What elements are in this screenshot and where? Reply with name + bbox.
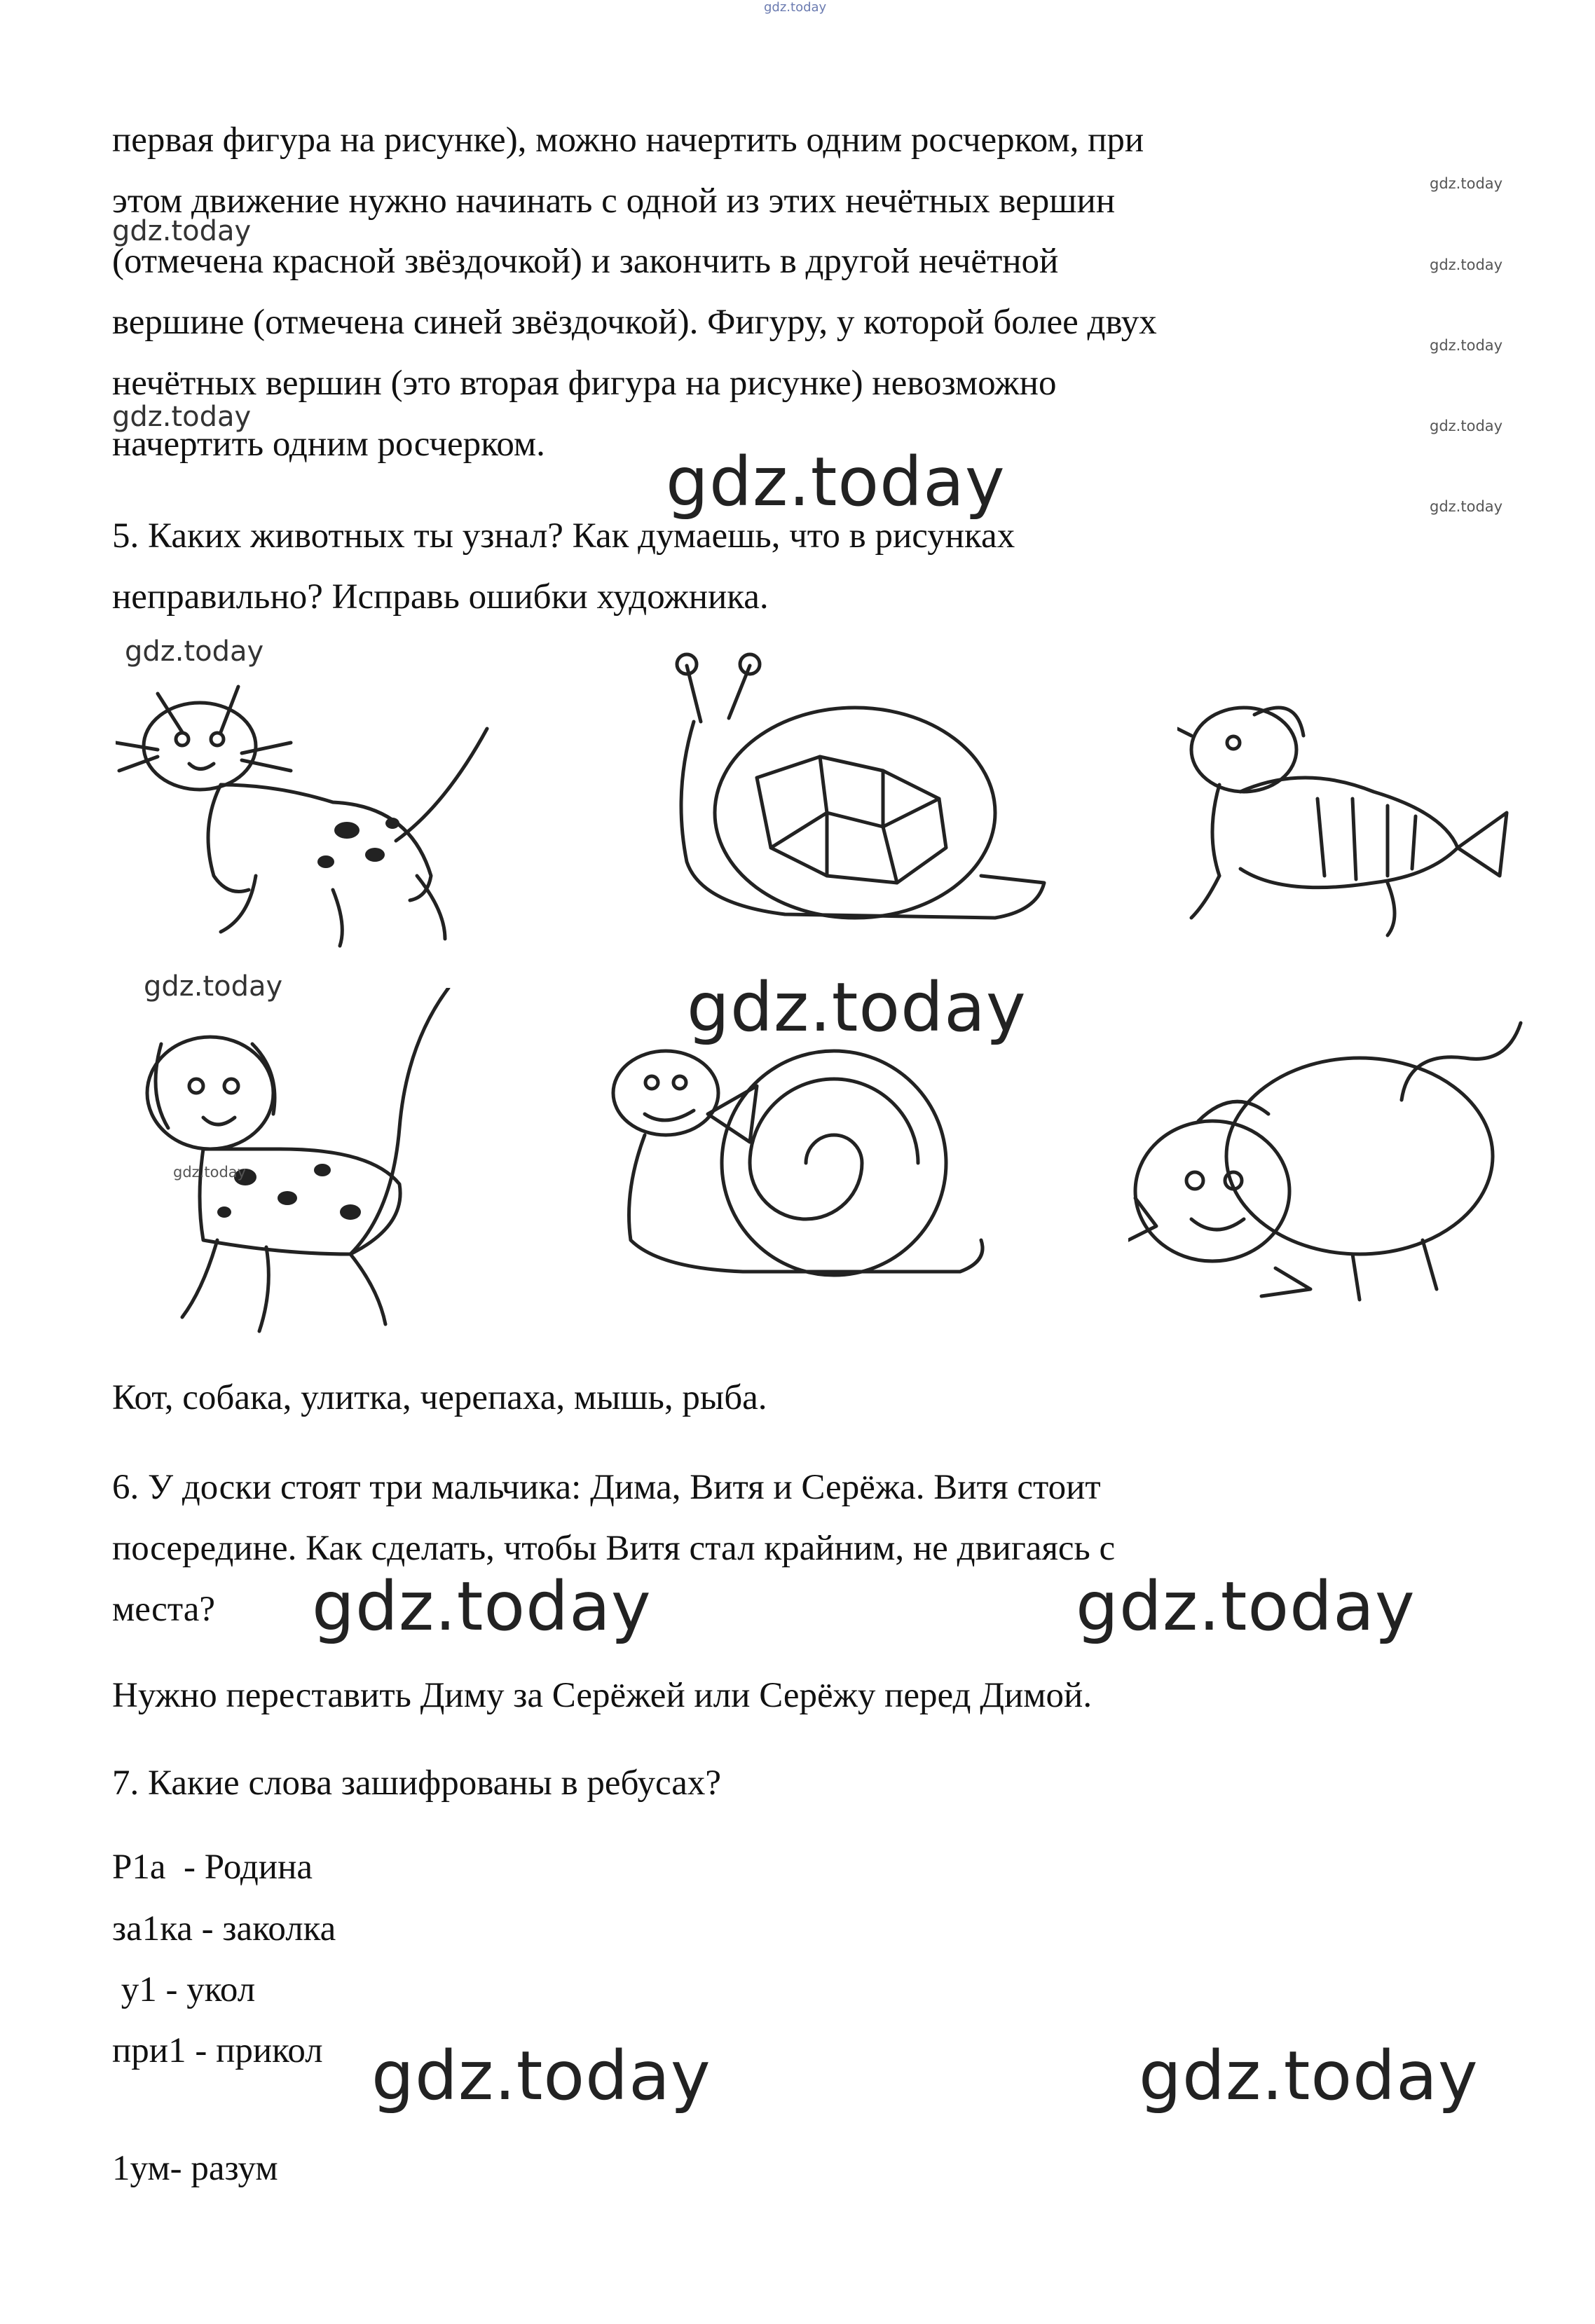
watermark: gdz.today <box>1139 2037 1479 2115</box>
q7-answer-2: за1ка - заколка <box>112 1909 336 1948</box>
q6-line-3: места? <box>112 1590 215 1629</box>
watermark: gdz.today <box>112 215 252 247</box>
text-line-5: нечётных вершин (это вторая фигура на рисунке) невозможно <box>112 364 1057 403</box>
snail-turtle-icon <box>645 652 1058 953</box>
text-line-3: (отмечена красной звёздочкой) и закончить в другой нечётной <box>112 242 1059 281</box>
turtle-snail-icon <box>603 1030 995 1310</box>
watermark: gdz.today <box>173 1164 247 1181</box>
q5-answer: Кот, собака, улитка, черепаха, мышь, рыба. <box>112 1378 767 1417</box>
watermark: gdz.today <box>1430 418 1503 434</box>
watermark: gdz.today <box>1430 175 1503 192</box>
watermark: gdz.today <box>1430 337 1503 354</box>
watermark: gdz.today <box>687 968 1027 1047</box>
q5-line-1: 5. Каких животных ты узнал? Как думаешь, что в рисунках <box>112 516 1015 556</box>
watermark: gdz.today <box>125 635 264 668</box>
rat-fish-icon <box>1177 694 1514 939</box>
watermark: gdz.today <box>666 443 1006 521</box>
text-line-4: вершине (отмечена синей звёздочкой). Фигуру, у которой более двух <box>112 303 1157 342</box>
cat-dalmatian-icon <box>116 666 536 960</box>
watermark: gdz.today <box>144 970 283 1003</box>
q6-line-2: посередине. Как сделать, чтобы Витя стал крайним, не двигаясь с <box>112 1529 1116 1568</box>
q7-answer-5: 1ум- разум <box>112 2149 278 2188</box>
watermark: gdz.today <box>112 401 252 433</box>
q7-answer-3: у1 - укол <box>112 1970 256 2009</box>
watermark: gdz.today <box>1430 256 1503 273</box>
dalmatian-cat-icon <box>140 988 533 1338</box>
text-line-2: этом движение нужно начинать с одной из этих нечётных вершин <box>112 181 1116 221</box>
watermark: gdz.today <box>312 1567 652 1646</box>
fish-mouse-icon <box>1128 1016 1528 1310</box>
text-line-6: начертить одним росчерком. <box>112 425 545 464</box>
watermark: gdz.today <box>1430 498 1503 515</box>
watermark: gdz.today <box>371 2037 711 2115</box>
q5-line-2: неправильно? Исправь ошибки художника. <box>112 577 769 617</box>
watermark: gdz.today <box>1076 1567 1416 1646</box>
q7-answer-1: Р1а - Родина <box>112 1848 313 1887</box>
q7-question: 7. Какие слова зашифрованы в ребусах? <box>112 1763 722 1803</box>
q7-answer-4: при1 - прикол <box>112 2031 323 2070</box>
q6-answer: Нужно переставить Диму за Серёжей или Серёжу перед Димой. <box>112 1676 1093 1715</box>
top-watermark: gdz.today <box>764 0 827 15</box>
q6-line-1: 6. У доски стоят три мальчика: Дима, Витя и Серёжа. Витя стоит <box>112 1468 1101 1507</box>
text-line-1: первая фигура на рисунке), можно начертить одним росчерком, при <box>112 121 1144 160</box>
